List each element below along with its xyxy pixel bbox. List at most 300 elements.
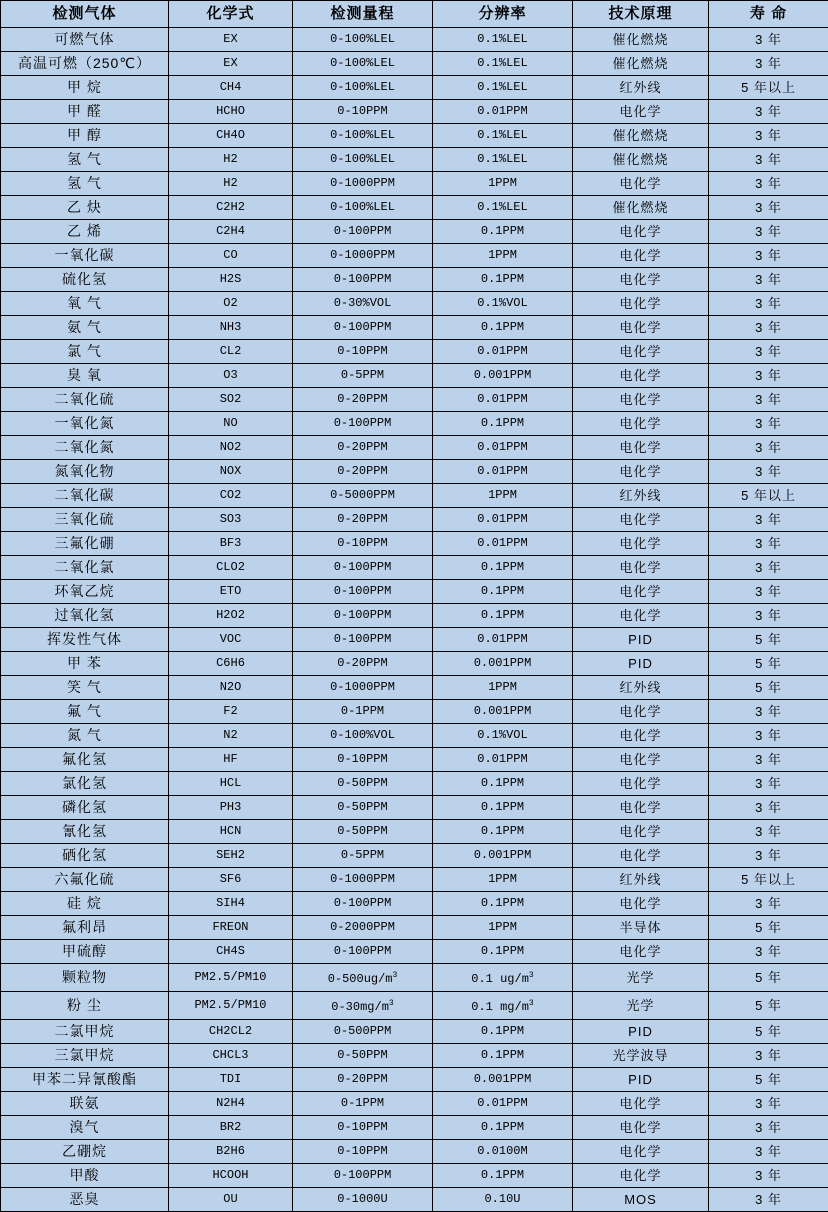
cell-lifetime: 3 年 xyxy=(709,1116,828,1140)
cell-formula: CH4 xyxy=(169,76,293,100)
cell-range: 0-100PPM xyxy=(293,940,433,964)
cell-gas: 甲 醛 xyxy=(1,100,169,124)
cell-technology: 电化学 xyxy=(573,460,709,484)
table-row xyxy=(1,508,828,532)
cell-lifetime: 5 年以上 xyxy=(709,484,828,508)
cell-resolution: 0.01PPM xyxy=(433,532,573,556)
cell-resolution: 0.001PPM xyxy=(433,700,573,724)
table-row xyxy=(1,1140,828,1164)
cell-gas: 氯化氢 xyxy=(1,772,169,796)
cell-range: 0-20PPM xyxy=(293,1068,433,1092)
cell-formula: NOX xyxy=(169,460,293,484)
cell-lifetime: 3 年 xyxy=(709,244,828,268)
cell-formula: C6H6 xyxy=(169,652,293,676)
table-row xyxy=(1,244,828,268)
table-row xyxy=(1,556,828,580)
cell-lifetime: 3 年 xyxy=(709,844,828,868)
cell-resolution: 0.001PPM xyxy=(433,364,573,388)
cell-lifetime: 5 年 xyxy=(709,1068,828,1092)
table-row xyxy=(1,292,828,316)
cell-technology: 电化学 xyxy=(573,844,709,868)
cell-formula: B2H6 xyxy=(169,1140,293,1164)
table-row xyxy=(1,868,828,892)
cell-formula: SO3 xyxy=(169,508,293,532)
cell-gas: 氯 气 xyxy=(1,340,169,364)
cell-lifetime: 3 年 xyxy=(709,172,828,196)
cell-gas: 氢 气 xyxy=(1,172,169,196)
cell-lifetime: 5 年 xyxy=(709,1020,828,1044)
cell-range: 0-1PPM xyxy=(293,700,433,724)
cell-technology: 电化学 xyxy=(573,1092,709,1116)
cell-range: 0-100PPM xyxy=(293,628,433,652)
cell-gas: 高温可燃（250℃） xyxy=(1,52,169,76)
cell-resolution: 0.1PPM xyxy=(433,1116,573,1140)
cell-resolution: 0.01PPM xyxy=(433,340,573,364)
cell-lifetime: 3 年 xyxy=(709,436,828,460)
cell-range: 0-100%LEL xyxy=(293,76,433,100)
cell-technology: 催化燃烧 xyxy=(573,52,709,76)
cell-formula: CLO2 xyxy=(169,556,293,580)
cell-gas: 臭 氧 xyxy=(1,364,169,388)
cell-formula: CL2 xyxy=(169,340,293,364)
cell-formula: H2 xyxy=(169,148,293,172)
cell-lifetime: 3 年 xyxy=(709,100,828,124)
cell-range: 0-10PPM xyxy=(293,748,433,772)
cell-technology: 红外线 xyxy=(573,676,709,700)
cell-gas: 乙硼烷 xyxy=(1,1140,169,1164)
cell-range: 0-100%LEL xyxy=(293,52,433,76)
cell-gas: 磷化氢 xyxy=(1,796,169,820)
cell-resolution: 0.001PPM xyxy=(433,844,573,868)
cell-technology: PID xyxy=(573,628,709,652)
cell-resolution: 0.001PPM xyxy=(433,1068,573,1092)
cell-lifetime: 3 年 xyxy=(709,220,828,244)
cell-technology: 红外线 xyxy=(573,484,709,508)
cell-lifetime: 3 年 xyxy=(709,508,828,532)
cell-gas: 甲硫醇 xyxy=(1,940,169,964)
table-row xyxy=(1,100,828,124)
cell-resolution: 0.01PPM xyxy=(433,388,573,412)
cell-lifetime: 3 年 xyxy=(709,268,828,292)
cell-gas: 颗粒物 xyxy=(1,964,169,992)
cell-lifetime: 5 年 xyxy=(709,992,828,1020)
cell-lifetime: 3 年 xyxy=(709,1092,828,1116)
cell-formula: OU xyxy=(169,1188,293,1212)
cell-range: 0-2000PPM xyxy=(293,916,433,940)
cell-resolution: 0.1PPM xyxy=(433,604,573,628)
cell-resolution: 0.1PPM xyxy=(433,772,573,796)
cell-range: 0-5PPM xyxy=(293,844,433,868)
cell-technology: PID xyxy=(573,1068,709,1092)
cell-lifetime: 5 年以上 xyxy=(709,76,828,100)
cell-gas: 二氧化硫 xyxy=(1,388,169,412)
cell-gas: 恶臭 xyxy=(1,1188,169,1212)
cell-gas: 一氧化氮 xyxy=(1,412,169,436)
cell-range: 0-1000U xyxy=(293,1188,433,1212)
cell-gas: 氢 气 xyxy=(1,148,169,172)
cell-lifetime: 3 年 xyxy=(709,292,828,316)
cell-technology: 电化学 xyxy=(573,1116,709,1140)
cell-resolution: 0.001PPM xyxy=(433,652,573,676)
cell-gas: 挥发性气体 xyxy=(1,628,169,652)
cell-formula: HF xyxy=(169,748,293,772)
cell-formula: SF6 xyxy=(169,868,293,892)
cell-lifetime: 3 年 xyxy=(709,604,828,628)
column-header-formula: 化学式 xyxy=(169,1,293,28)
cell-technology: 电化学 xyxy=(573,436,709,460)
cell-technology: PID xyxy=(573,652,709,676)
column-header-gas: 检测气体 xyxy=(1,1,169,28)
cell-lifetime: 3 年 xyxy=(709,556,828,580)
cell-lifetime: 3 年 xyxy=(709,580,828,604)
cell-resolution: 0.1PPM xyxy=(433,412,573,436)
table-row xyxy=(1,992,828,1020)
cell-technology: 电化学 xyxy=(573,220,709,244)
cell-technology: 光学 xyxy=(573,964,709,992)
cell-formula: O3 xyxy=(169,364,293,388)
cell-technology: 电化学 xyxy=(573,412,709,436)
cell-formula: CO2 xyxy=(169,484,293,508)
cell-formula: SIH4 xyxy=(169,892,293,916)
cell-lifetime: 3 年 xyxy=(709,700,828,724)
cell-gas: 甲 苯 xyxy=(1,652,169,676)
table-row xyxy=(1,1068,828,1092)
cell-resolution: 0.1%LEL xyxy=(433,28,573,52)
cell-formula: N2O xyxy=(169,676,293,700)
cell-technology: PID xyxy=(573,1020,709,1044)
cell-range: 0-100PPM xyxy=(293,604,433,628)
cell-range: 0-1000PPM xyxy=(293,172,433,196)
cell-gas: 硫化氢 xyxy=(1,268,169,292)
cell-resolution: 0.1PPM xyxy=(433,1164,573,1188)
table-row xyxy=(1,388,828,412)
cell-formula: ETO xyxy=(169,580,293,604)
cell-resolution: 0.1PPM xyxy=(433,820,573,844)
table-row xyxy=(1,604,828,628)
cell-gas: 联氨 xyxy=(1,1092,169,1116)
cell-technology: 电化学 xyxy=(573,532,709,556)
cell-lifetime: 3 年 xyxy=(709,748,828,772)
cell-range: 0-50PPM xyxy=(293,796,433,820)
table-row xyxy=(1,1164,828,1188)
cell-lifetime: 3 年 xyxy=(709,124,828,148)
cell-technology: 电化学 xyxy=(573,1164,709,1188)
table-row xyxy=(1,220,828,244)
table-row xyxy=(1,652,828,676)
cell-resolution: 1PPM xyxy=(433,244,573,268)
cell-technology: 电化学 xyxy=(573,100,709,124)
cell-range: 0-20PPM xyxy=(293,652,433,676)
table-row xyxy=(1,76,828,100)
cell-resolution: 0.1%LEL xyxy=(433,196,573,220)
cell-range: 0-1PPM xyxy=(293,1092,433,1116)
cell-lifetime: 3 年 xyxy=(709,388,828,412)
cell-gas: 硅 烷 xyxy=(1,892,169,916)
cell-resolution: 0.1%VOL xyxy=(433,724,573,748)
cell-range: 0-100PPM xyxy=(293,892,433,916)
cell-gas: 二氧化氮 xyxy=(1,436,169,460)
table-header-row xyxy=(1,1,828,28)
cell-technology: MOS xyxy=(573,1188,709,1212)
cell-gas: 氟化氢 xyxy=(1,748,169,772)
cell-formula: SO2 xyxy=(169,388,293,412)
cell-resolution: 0.1PPM xyxy=(433,940,573,964)
cell-resolution: 1PPM xyxy=(433,484,573,508)
table-row xyxy=(1,196,828,220)
cell-resolution: 1PPM xyxy=(433,172,573,196)
column-header-resolution: 分辨率 xyxy=(433,1,573,28)
cell-technology: 电化学 xyxy=(573,724,709,748)
cell-formula: FREON xyxy=(169,916,293,940)
cell-formula: TDI xyxy=(169,1068,293,1092)
table-row xyxy=(1,460,828,484)
cell-formula: NO2 xyxy=(169,436,293,460)
cell-lifetime: 3 年 xyxy=(709,796,828,820)
table-row xyxy=(1,148,828,172)
table-row xyxy=(1,124,828,148)
table-row xyxy=(1,364,828,388)
cell-range: 0-100PPM xyxy=(293,412,433,436)
cell-range: 0-1000PPM xyxy=(293,244,433,268)
table-row xyxy=(1,724,828,748)
cell-lifetime: 3 年 xyxy=(709,724,828,748)
cell-resolution: 0.1%LEL xyxy=(433,148,573,172)
cell-resolution: 0.01PPM xyxy=(433,436,573,460)
cell-gas: 甲 烷 xyxy=(1,76,169,100)
cell-gas: 甲酸 xyxy=(1,1164,169,1188)
cell-technology: 催化燃烧 xyxy=(573,28,709,52)
cell-range: 0-10PPM xyxy=(293,1140,433,1164)
table-row xyxy=(1,700,828,724)
cell-formula: BF3 xyxy=(169,532,293,556)
cell-range: 0-50PPM xyxy=(293,772,433,796)
cell-range: 0-20PPM xyxy=(293,436,433,460)
cell-gas: 乙 炔 xyxy=(1,196,169,220)
cell-range: 0-20PPM xyxy=(293,508,433,532)
table-row xyxy=(1,1020,828,1044)
cell-resolution: 0.01PPM xyxy=(433,460,573,484)
table-row xyxy=(1,1044,828,1068)
cell-range: 0-100%VOL xyxy=(293,724,433,748)
cell-resolution: 0.1PPM xyxy=(433,580,573,604)
cell-range: 0-30%VOL xyxy=(293,292,433,316)
cell-gas: 可燃气体 xyxy=(1,28,169,52)
cell-lifetime: 3 年 xyxy=(709,28,828,52)
table-body xyxy=(1,28,828,1212)
table-row xyxy=(1,748,828,772)
cell-formula: C2H4 xyxy=(169,220,293,244)
cell-lifetime: 5 年 xyxy=(709,916,828,940)
cell-gas: 三氟化硼 xyxy=(1,532,169,556)
cell-resolution: 0.1%LEL xyxy=(433,52,573,76)
cell-technology: 电化学 xyxy=(573,364,709,388)
cell-formula: CHCL3 xyxy=(169,1044,293,1068)
cell-gas: 粉 尘 xyxy=(1,992,169,1020)
cell-lifetime: 3 年 xyxy=(709,316,828,340)
cell-formula: NO xyxy=(169,412,293,436)
cell-technology: 催化燃烧 xyxy=(573,196,709,220)
cell-formula: CO xyxy=(169,244,293,268)
cell-range: 0-100PPM xyxy=(293,556,433,580)
cell-technology: 电化学 xyxy=(573,748,709,772)
cell-gas: 六氟化硫 xyxy=(1,868,169,892)
cell-resolution: 1PPM xyxy=(433,676,573,700)
cell-formula: F2 xyxy=(169,700,293,724)
cell-gas: 乙 烯 xyxy=(1,220,169,244)
table-header xyxy=(1,1,828,28)
cell-range: 0-100PPM xyxy=(293,580,433,604)
cell-lifetime: 3 年 xyxy=(709,1140,828,1164)
cell-formula: PH3 xyxy=(169,796,293,820)
cell-formula: N2H4 xyxy=(169,1092,293,1116)
cell-resolution: 0.01PPM xyxy=(433,748,573,772)
cell-gas: 甲 醇 xyxy=(1,124,169,148)
cell-lifetime: 3 年 xyxy=(709,148,828,172)
cell-technology: 电化学 xyxy=(573,796,709,820)
cell-range: $0-30mg/m^3$ xyxy=(293,992,433,1020)
cell-technology: 电化学 xyxy=(573,244,709,268)
table-row xyxy=(1,52,828,76)
cell-gas: 氧 气 xyxy=(1,292,169,316)
table-row xyxy=(1,772,828,796)
cell-resolution: 0.1PPM xyxy=(433,1044,573,1068)
cell-technology: 电化学 xyxy=(573,772,709,796)
cell-lifetime: 3 年 xyxy=(709,52,828,76)
table-row xyxy=(1,316,828,340)
table-row xyxy=(1,1188,828,1212)
cell-range: 0-20PPM xyxy=(293,388,433,412)
cell-technology: 电化学 xyxy=(573,940,709,964)
column-header-technology: 技术原理 xyxy=(573,1,709,28)
table-row xyxy=(1,580,828,604)
table-row xyxy=(1,820,828,844)
cell-formula: CH4O xyxy=(169,124,293,148)
cell-lifetime: 3 年 xyxy=(709,1188,828,1212)
cell-formula: H2S xyxy=(169,268,293,292)
cell-technology: 半导体 xyxy=(573,916,709,940)
table-row xyxy=(1,532,828,556)
cell-gas: 三氧化硫 xyxy=(1,508,169,532)
cell-range: 0-50PPM xyxy=(293,820,433,844)
cell-lifetime: 5 年 xyxy=(709,628,828,652)
cell-resolution: 0.1PPM xyxy=(433,1020,573,1044)
cell-gas: 环氧乙烷 xyxy=(1,580,169,604)
cell-formula: C2H2 xyxy=(169,196,293,220)
cell-lifetime: 3 年 xyxy=(709,364,828,388)
cell-range: 0-100PPM xyxy=(293,1164,433,1188)
cell-resolution: 0.01PPM xyxy=(433,508,573,532)
cell-lifetime: 5 年以上 xyxy=(709,868,828,892)
cell-resolution: 0.01PPM xyxy=(433,628,573,652)
cell-resolution: 0.1PPM xyxy=(433,316,573,340)
table-row xyxy=(1,484,828,508)
cell-resolution: 0.1PPM xyxy=(433,796,573,820)
cell-technology: 电化学 xyxy=(573,172,709,196)
cell-formula: EX xyxy=(169,52,293,76)
cell-range: 0-10PPM xyxy=(293,532,433,556)
cell-resolution: 0.1PPM xyxy=(433,892,573,916)
cell-lifetime: 3 年 xyxy=(709,772,828,796)
cell-formula: HCOOH xyxy=(169,1164,293,1188)
cell-lifetime: 3 年 xyxy=(709,940,828,964)
cell-technology: 红外线 xyxy=(573,868,709,892)
cell-technology: 光学波导 xyxy=(573,1044,709,1068)
cell-resolution: 0.01PPM xyxy=(433,1092,573,1116)
cell-formula: N2 xyxy=(169,724,293,748)
cell-technology: 电化学 xyxy=(573,700,709,724)
cell-gas: 三氯甲烷 xyxy=(1,1044,169,1068)
cell-lifetime: 5 年 xyxy=(709,964,828,992)
cell-technology: 电化学 xyxy=(573,580,709,604)
cell-technology: 电化学 xyxy=(573,604,709,628)
cell-range: $0-500ug/m^3$ xyxy=(293,964,433,992)
cell-gas: 一氧化碳 xyxy=(1,244,169,268)
cell-range: 0-5PPM xyxy=(293,364,433,388)
cell-technology: 电化学 xyxy=(573,292,709,316)
table-row xyxy=(1,844,828,868)
table-row xyxy=(1,676,828,700)
cell-range: 0-100PPM xyxy=(293,268,433,292)
cell-technology: 电化学 xyxy=(573,340,709,364)
cell-formula: HCN xyxy=(169,820,293,844)
cell-formula: SEH2 xyxy=(169,844,293,868)
cell-lifetime: 3 年 xyxy=(709,532,828,556)
cell-gas: 甲苯二异氰酸酯 xyxy=(1,1068,169,1092)
cell-range: 0-100PPM xyxy=(293,220,433,244)
table-row xyxy=(1,172,828,196)
cell-formula: H2O2 xyxy=(169,604,293,628)
cell-technology: 催化燃烧 xyxy=(573,148,709,172)
table-row xyxy=(1,628,828,652)
table-row xyxy=(1,436,828,460)
cell-range: 0-10PPM xyxy=(293,340,433,364)
cell-technology: 电化学 xyxy=(573,508,709,532)
table-row xyxy=(1,1116,828,1140)
cell-gas: 氟 气 xyxy=(1,700,169,724)
cell-gas: 二氧化碳 xyxy=(1,484,169,508)
cell-formula: VOC xyxy=(169,628,293,652)
cell-gas: 氮氧化物 xyxy=(1,460,169,484)
cell-technology: 电化学 xyxy=(573,388,709,412)
cell-resolution: 0.01PPM xyxy=(433,100,573,124)
cell-gas: 硒化氢 xyxy=(1,844,169,868)
cell-range: 0-10PPM xyxy=(293,1116,433,1140)
cell-range: 0-100%LEL xyxy=(293,124,433,148)
cell-resolution: 1PPM xyxy=(433,868,573,892)
cell-formula: CH4S xyxy=(169,940,293,964)
cell-gas: 笑 气 xyxy=(1,676,169,700)
cell-lifetime: 3 年 xyxy=(709,1044,828,1068)
table-row xyxy=(1,796,828,820)
table-row xyxy=(1,964,828,992)
table-row xyxy=(1,28,828,52)
column-header-range: 检测量程 xyxy=(293,1,433,28)
table-row xyxy=(1,412,828,436)
table-row xyxy=(1,916,828,940)
cell-technology: 光学 xyxy=(573,992,709,1020)
cell-resolution: 0.1PPM xyxy=(433,268,573,292)
cell-lifetime: 3 年 xyxy=(709,460,828,484)
cell-lifetime: 3 年 xyxy=(709,340,828,364)
cell-resolution: 0.1%LEL xyxy=(433,124,573,148)
cell-formula: PM2.5/PM10 xyxy=(169,964,293,992)
cell-gas: 氮 气 xyxy=(1,724,169,748)
cell-technology: 电化学 xyxy=(573,892,709,916)
cell-formula: O2 xyxy=(169,292,293,316)
cell-resolution: 1PPM xyxy=(433,916,573,940)
cell-gas: 氰化氢 xyxy=(1,820,169,844)
cell-gas: 溴气 xyxy=(1,1116,169,1140)
